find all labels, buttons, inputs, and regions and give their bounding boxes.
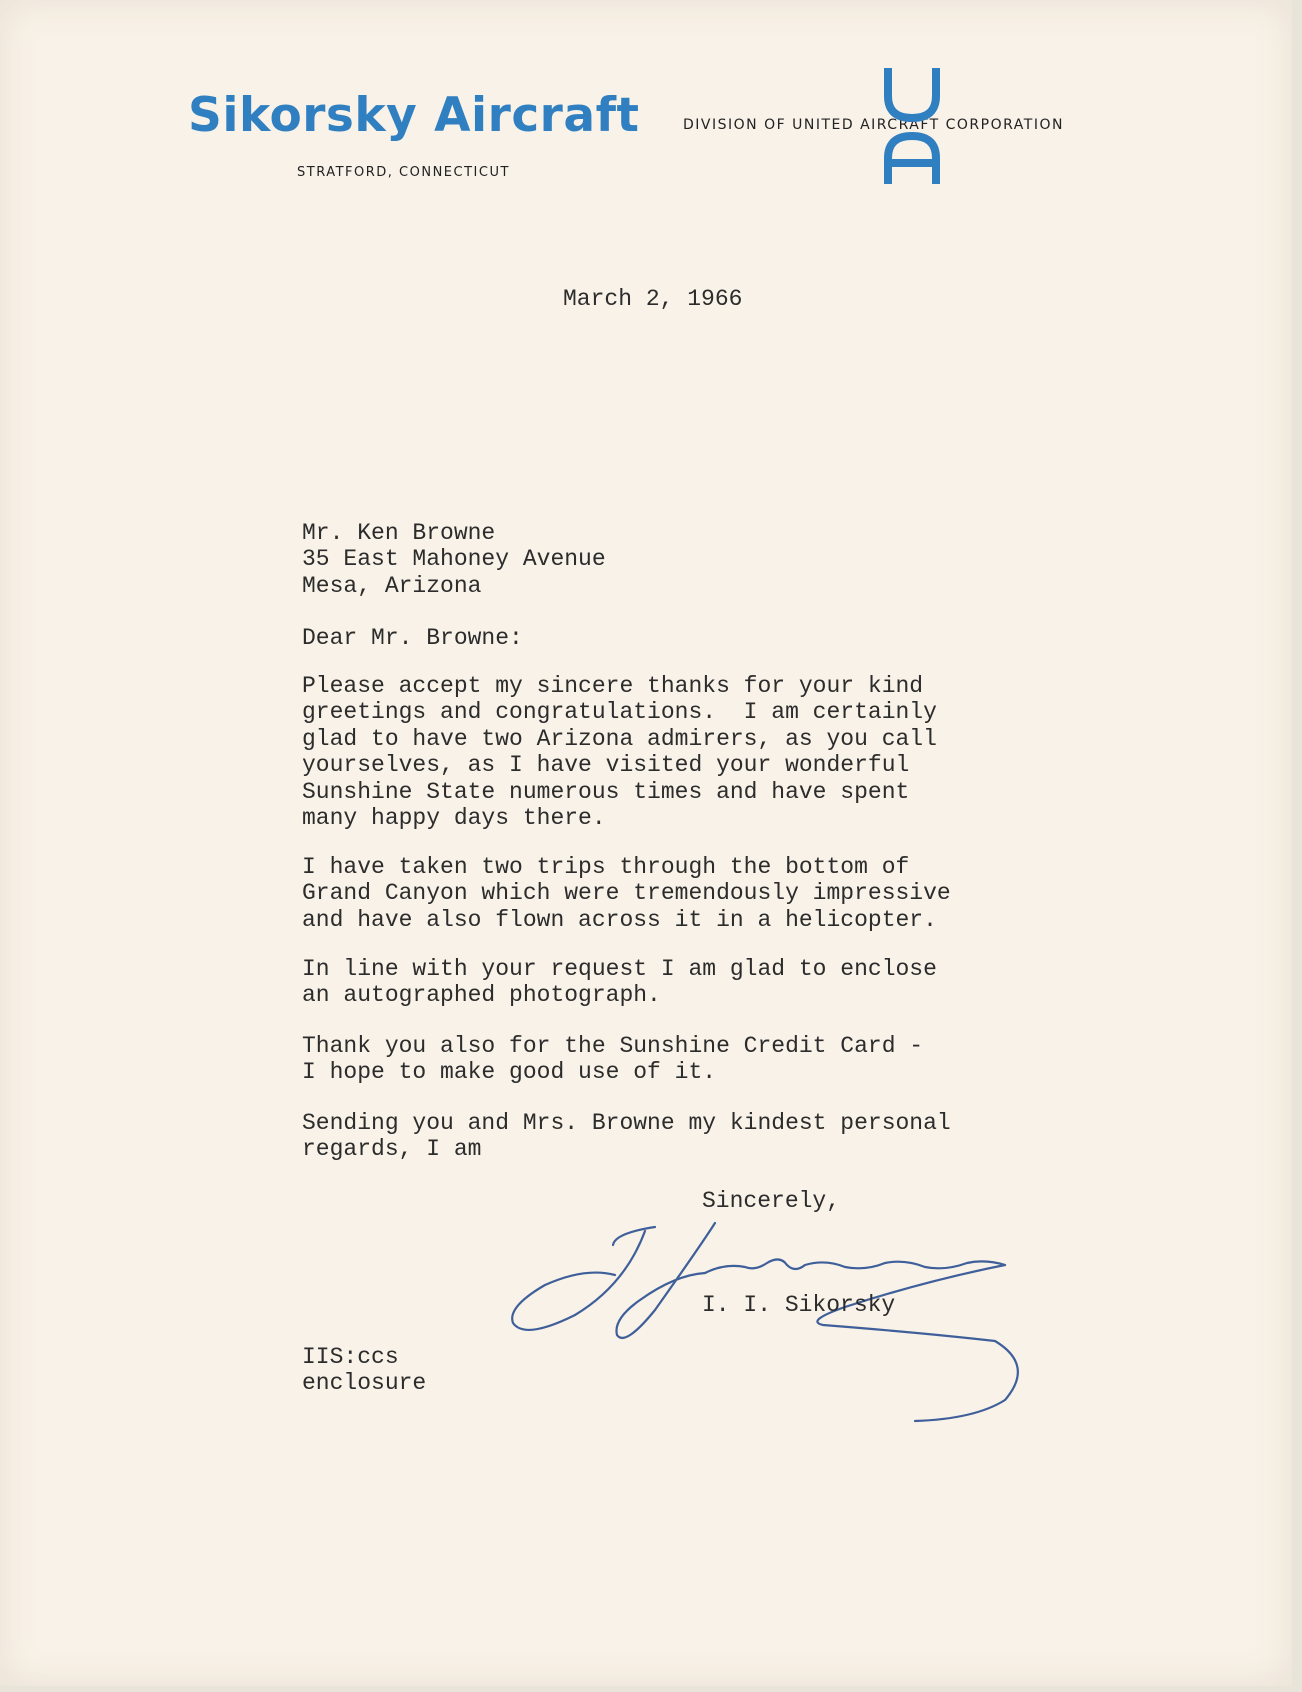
signer-name: I. I. Sikorsky [702, 1292, 896, 1318]
company-name: Sikorsky Aircraft [188, 88, 640, 143]
paragraph-regards: Sending you and Mrs. Browne my kindest personal regards, I am [302, 1110, 951, 1163]
recipient-city: Mesa, Arizona [302, 572, 482, 599]
enclosure-note: enclosure [302, 1370, 427, 1397]
reference-initials: IIS:ccs [302, 1344, 399, 1370]
company-location: STRATFORD, CONNECTICUT [297, 165, 510, 180]
paragraph-thanks: Please accept my sincere thanks for your kind greetings and congratulations. I am certainly glad to have two Arizona admirers, as you call yourselves, as I have visited your wonderful Sunshine State numerous times and have spent many happy days there. [302, 673, 937, 832]
paragraph-grand-canyon: I have taken two trips through the bottom of Grand Canyon which were tremendously impressive and have also flown across it in a helicopter. [302, 854, 951, 933]
ua-logo-icon [880, 66, 944, 188]
recipient-street: 35 East Mahoney Avenue [302, 546, 606, 573]
division-line: DIVISION OF UNITED AIRCRAFT CORPORATION [683, 117, 1064, 133]
recipient-address [302, 520, 606, 599]
handwritten-signature [505, 1215, 1045, 1425]
paragraph-enclosure: In line with your request I am glad to enclose an autographed photograph. [302, 956, 937, 1009]
recipient-name: Mr. Ken Browne [302, 520, 496, 546]
reference-block [302, 1344, 426, 1397]
letter-date: March 2, 1966 [563, 286, 743, 312]
closing: Sincerely, [702, 1188, 841, 1214]
salutation: Dear Mr. Browne: [302, 625, 523, 651]
paragraph-credit-card: Thank you also for the Sunshine Credit Card - I hope to make good use of it. [302, 1033, 924, 1086]
